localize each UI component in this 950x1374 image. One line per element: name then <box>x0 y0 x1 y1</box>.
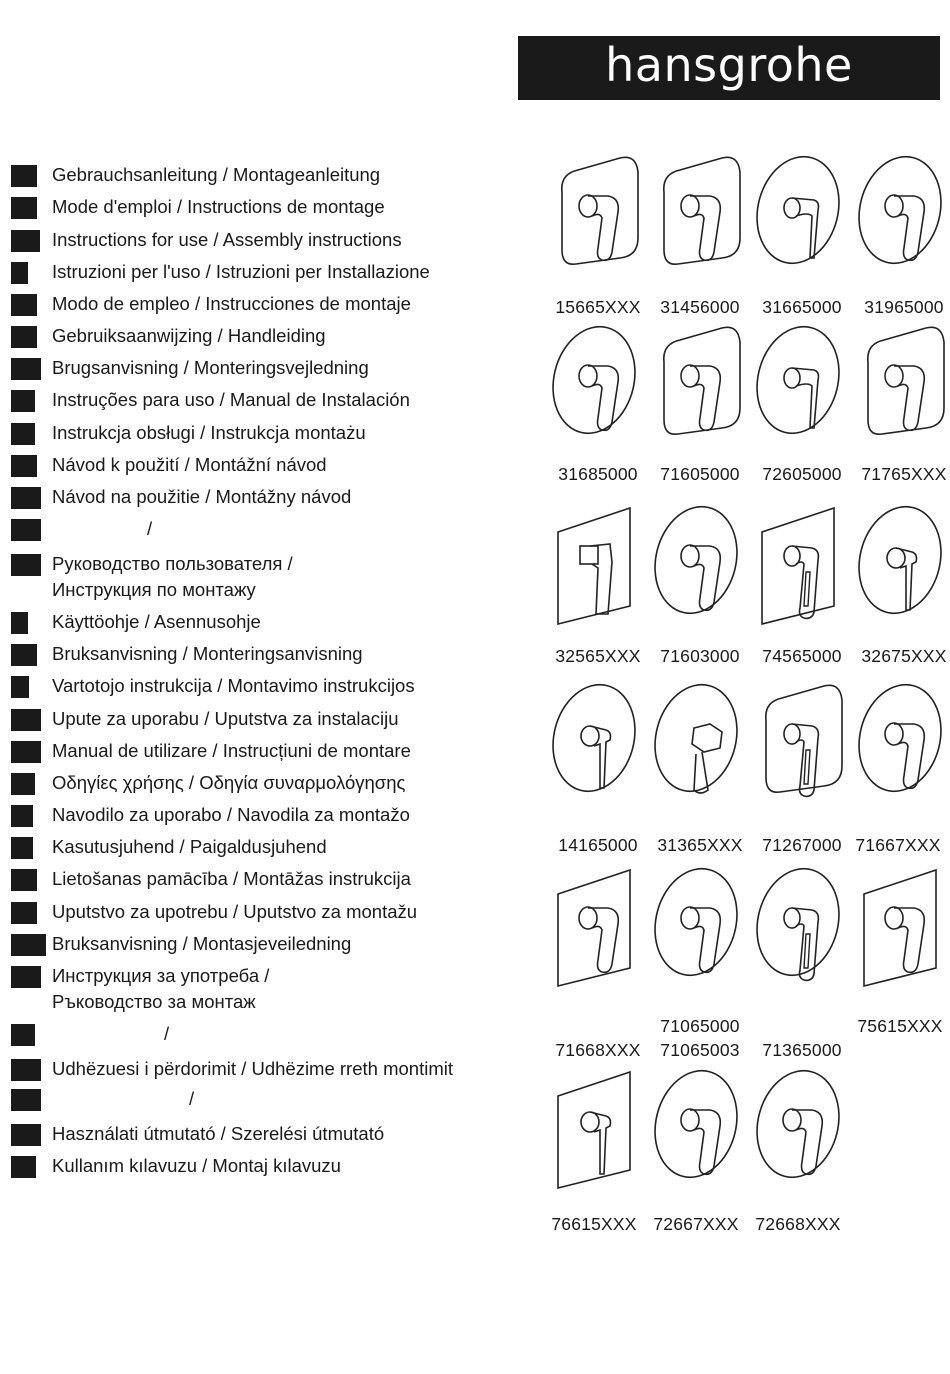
round-plate-mixer-icon <box>650 502 750 632</box>
flag-icon <box>11 326 37 348</box>
product-code: 72667XXX <box>653 1214 739 1234</box>
square-plate-mixer-icon <box>548 864 648 994</box>
language-text: Udhëzuesi i përdorimit / Udhëzime rreth montimit <box>52 1058 453 1079</box>
round-plate-mixer-icon <box>854 502 950 632</box>
product-item <box>548 864 648 1060</box>
product-code: 71065000 <box>660 1016 740 1036</box>
flag-icon <box>11 294 37 316</box>
flag-icon <box>11 741 41 763</box>
flag-icon <box>11 1059 41 1081</box>
language-text: Uputstvo za upotrebu / Uputstvo za montažu <box>52 901 418 922</box>
flag-icon <box>11 676 29 698</box>
language-text: Kullanım kılavuzu / Montaj kılavuzu <box>52 1155 341 1176</box>
product-code: 76615XXX <box>551 1214 637 1234</box>
flag-icon <box>11 455 37 477</box>
product-item <box>650 152 750 317</box>
flag-icon <box>11 805 33 827</box>
language-text: Instructions for use / Assembly instructions <box>52 229 402 250</box>
round-plate-mixer-icon <box>752 322 852 452</box>
flag-icon <box>11 709 41 731</box>
language-text: Instrukcja obsługi / Instrukcja montażu <box>52 422 366 443</box>
product-item <box>650 680 750 855</box>
square-plate-mixer-icon <box>752 502 852 632</box>
flag-icon <box>11 612 28 634</box>
square-plate-mixer-icon <box>548 1066 648 1196</box>
flag-icon <box>11 773 35 795</box>
flag-icon <box>11 934 46 956</box>
language-text: Gebruiksaanwijzing / Handleiding <box>52 325 326 346</box>
product-item <box>548 322 648 484</box>
language-text: Bruksanvisning / Montasjeveiledning <box>52 933 352 954</box>
brand-name: hansgrohe <box>605 38 853 92</box>
product-code: 72605000 <box>762 464 842 484</box>
product-code: 15665XXX <box>555 297 641 317</box>
soft-plate-mixer-icon <box>854 322 950 452</box>
language-text: Manual de utilizare / Instrucțiuni de montare <box>52 740 411 761</box>
product-item <box>752 152 852 317</box>
product-code: 71765XXX <box>861 464 947 484</box>
product-code: 71603000 <box>660 646 740 666</box>
flag-icon <box>11 554 41 576</box>
round-plate-mixer-icon <box>752 864 852 994</box>
language-text: Οδηγίες χρήσης / Οδηγία συναρμολόγησης <box>52 772 406 793</box>
product-code: 71667XXX <box>855 835 941 855</box>
product-item <box>752 322 852 484</box>
product-code: 72668XXX <box>755 1214 841 1234</box>
product-item <box>752 680 852 855</box>
flag-icon <box>11 423 35 445</box>
round-plate-mixer-icon <box>854 680 950 810</box>
soft-plate-mixer-icon <box>650 152 750 282</box>
language-text: Bruksanvisning / Monteringsanvisning <box>52 643 363 664</box>
product-item <box>548 680 648 855</box>
language-text: Lietošanas pamācība / Montāžas instrukcija <box>52 868 411 889</box>
product-code: 75615XXX <box>857 1016 943 1036</box>
product-item <box>548 502 648 666</box>
product-item <box>752 864 852 1060</box>
product-item <box>548 152 648 317</box>
language-text: Käyttöohje / Asennusohje <box>52 611 261 632</box>
language-text: Návod na použitie / Montážny návod <box>52 486 352 507</box>
square-plate-mixer-icon <box>548 502 648 632</box>
flag-icon <box>11 519 41 541</box>
language-text: Инструкция за употреба / <box>52 965 270 986</box>
language-text: Gebrauchsanleitung / Montageanleitung <box>52 164 381 185</box>
round-plate-mixer-icon <box>650 864 750 994</box>
language-text: Kasutusjuhend / Paigaldusjuhend <box>52 836 327 857</box>
language-text-line2: Инструкция по монтажу <box>52 579 256 600</box>
language-text: / <box>164 1023 170 1044</box>
flag-icon <box>11 1024 35 1046</box>
product-item <box>854 502 950 666</box>
language-text-line2: Ръководство за монтаж <box>52 991 256 1012</box>
flag-icon <box>11 644 37 666</box>
language-text: Modo de empleo / Instrucciones de montaje <box>52 293 411 314</box>
product-code: 31685000 <box>558 464 638 484</box>
product-code: 71605000 <box>660 464 740 484</box>
product-item <box>854 322 950 484</box>
product-item <box>854 152 950 317</box>
product-item <box>854 864 950 1036</box>
product-code: 74565000 <box>762 646 842 666</box>
flag-icon <box>11 165 37 187</box>
product-code: 31965000 <box>864 297 944 317</box>
product-code-secondary: 71065003 <box>660 1040 740 1060</box>
language-text: Istruzioni per l'uso / Istruzioni per Installazione <box>52 261 430 282</box>
product-item <box>854 680 950 855</box>
language-text: / <box>147 518 153 539</box>
flag-icon <box>11 1124 41 1146</box>
round-plate-mixer-icon <box>548 322 648 452</box>
product-code: 31665000 <box>762 297 842 317</box>
product-code: 71365000 <box>762 1040 842 1060</box>
product-code: 14165000 <box>558 835 638 855</box>
flag-icon <box>11 262 28 284</box>
flag-icon <box>11 358 41 380</box>
flag-icon <box>11 1156 36 1178</box>
flag-icon <box>11 230 40 252</box>
language-text: Руководство пользователя / <box>52 553 293 574</box>
flag-icon <box>11 390 35 412</box>
language-text: Upute za uporabu / Uputstva za instalaciju <box>52 708 399 729</box>
language-text: Használati útmutató / Szerelési útmutató <box>52 1123 385 1144</box>
product-code: 71668XXX <box>555 1040 641 1060</box>
product-item <box>752 1066 852 1234</box>
product-item <box>650 864 750 1060</box>
flag-icon <box>11 487 41 509</box>
flag-icon <box>11 1089 41 1111</box>
hansgrohe-logo <box>518 36 940 100</box>
flag-icon <box>11 837 33 859</box>
product-item <box>650 502 750 666</box>
flag-icon <box>11 966 41 988</box>
soft-plate-mixer-icon <box>650 322 750 452</box>
flag-icon <box>11 902 37 924</box>
product-item <box>752 502 852 666</box>
flag-icon <box>11 197 37 219</box>
flag-icon <box>11 869 37 891</box>
product-item <box>548 1066 648 1234</box>
language-text: Mode d'emploi / Instructions de montage <box>52 196 385 217</box>
round-plate-mixer-icon <box>752 1066 852 1196</box>
round-plate-mixer-icon <box>752 152 852 282</box>
soft-plate-mixer-icon <box>752 680 852 810</box>
product-code: 32675XXX <box>861 646 947 666</box>
language-text: Instruções para uso / Manual de Instalación <box>52 389 410 410</box>
language-text: / <box>189 1088 195 1109</box>
round-plate-mixer-icon <box>650 680 750 810</box>
product-code: 31365XXX <box>657 835 743 855</box>
product-item <box>650 322 750 484</box>
square-plate-mixer-icon <box>854 864 950 994</box>
product-code: 31456000 <box>660 297 740 317</box>
language-text: Návod k použití / Montážní návod <box>52 454 327 475</box>
product-code: 71267000 <box>762 835 842 855</box>
language-text: Vartotojo instrukcija / Montavimo instrukcijos <box>52 675 415 696</box>
round-plate-mixer-icon <box>854 152 950 282</box>
product-item <box>650 1066 750 1234</box>
product-code: 32565XXX <box>555 646 641 666</box>
language-text: Navodilo za uporabo / Navodila za montažo <box>52 804 410 825</box>
round-plate-mixer-icon <box>650 1066 750 1196</box>
soft-plate-mixer-icon <box>548 152 648 282</box>
round-plate-mixer-icon <box>548 680 648 810</box>
language-text: Brugsanvisning / Monteringsvejledning <box>52 357 369 378</box>
